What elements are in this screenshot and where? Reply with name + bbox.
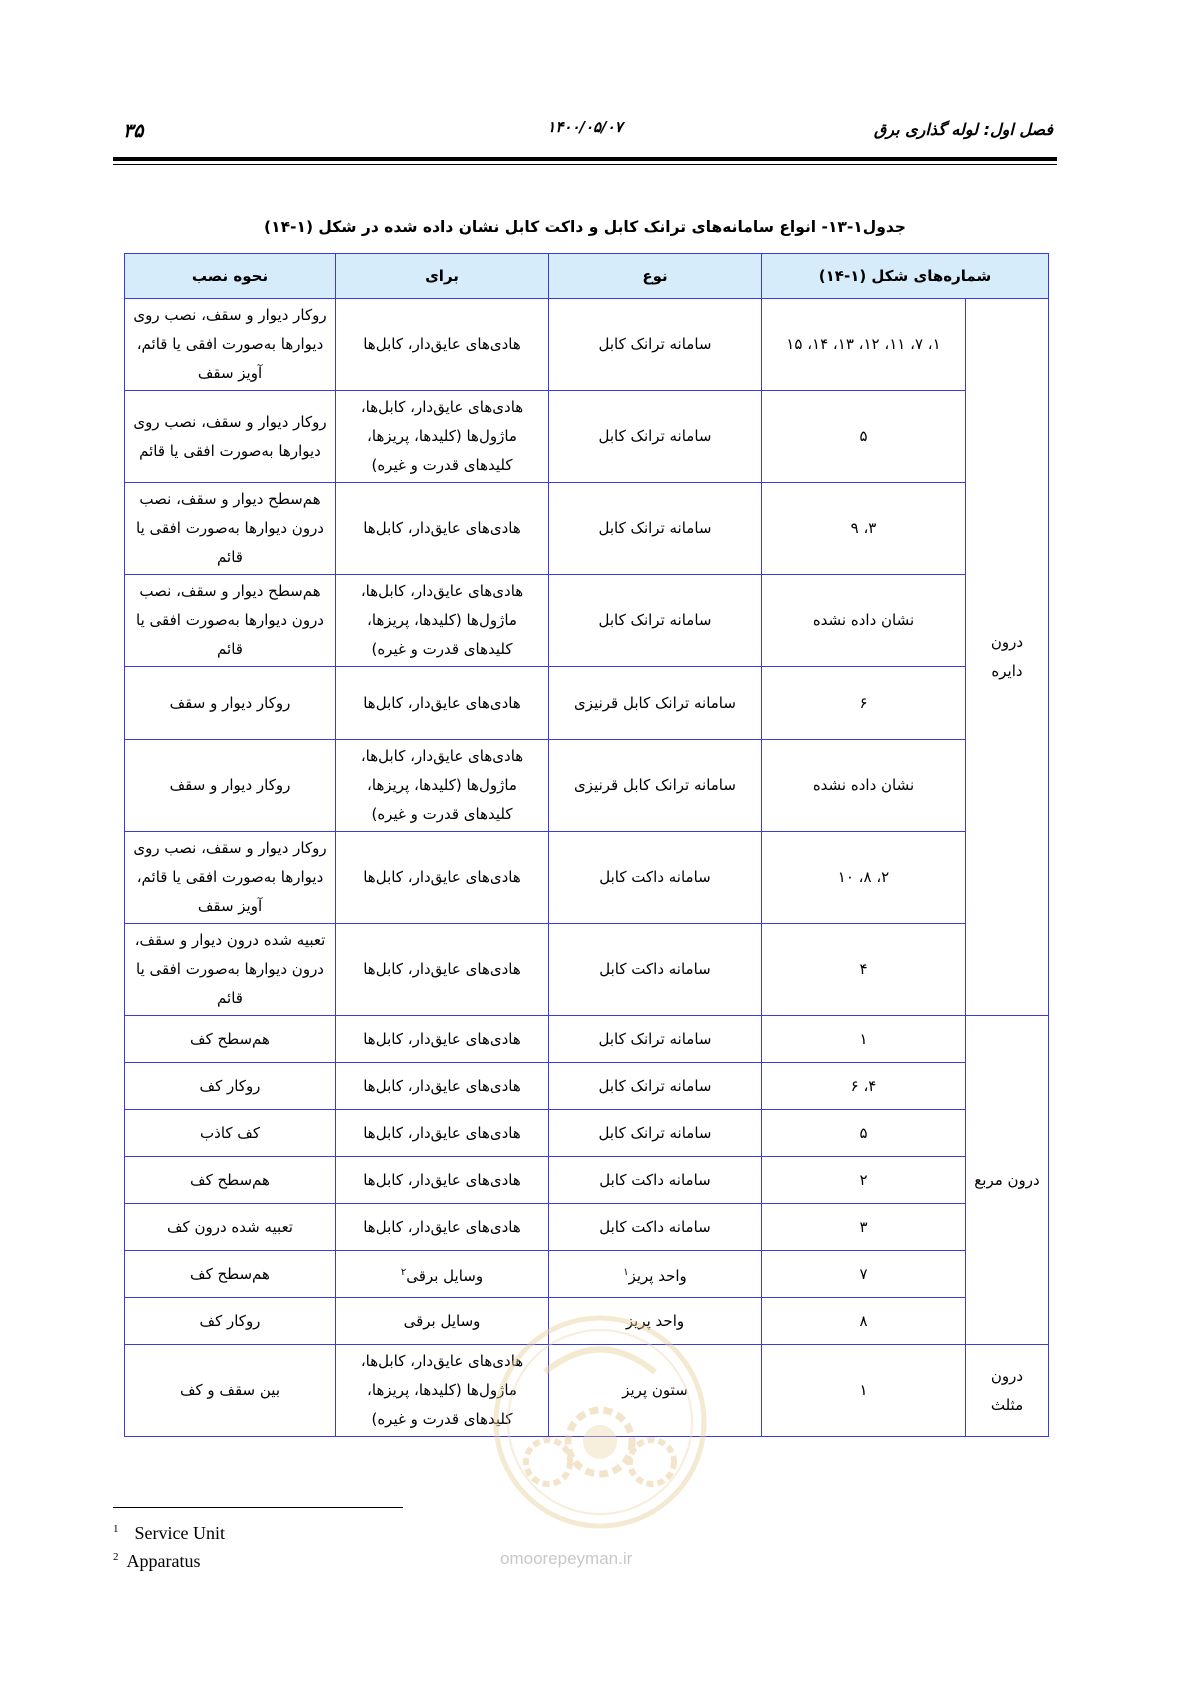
cell-type: سامانه داکت کابل: [549, 924, 762, 1016]
cell-type: سامانه ترانک کابل قرنیزی: [549, 667, 762, 740]
table-row: [125, 575, 1049, 667]
cell-type: سامانه ترانک کابل: [549, 1016, 762, 1063]
cell-figure-numbers: ۲: [762, 1157, 966, 1204]
table-row: [125, 924, 1049, 1016]
cell-for: هادی‌های عایق‌دار، کابل‌ها: [336, 1016, 549, 1063]
cell-figure-numbers: ۲، ۸، ۱۰: [762, 832, 966, 924]
watermark-url: omoorepeyman.ir: [500, 1549, 633, 1568]
cell-installation: کف کاذب: [125, 1110, 336, 1157]
cell-installation: روکار دیوار و سقف: [125, 740, 336, 832]
header-rule-thick: [113, 157, 1057, 161]
footnote-rule: [113, 1507, 403, 1508]
page-number: ۳۵: [123, 120, 144, 142]
cell-figure-numbers: ۱: [762, 1016, 966, 1063]
cell-for: هادی‌های عایق‌دار، کابل‌ها، ماژول‌ها (کلیدها، پریزها، کلیدهای قدرت و غیره): [336, 740, 549, 832]
cell-for: هادی‌های عایق‌دار، کابل‌ها: [336, 1063, 549, 1110]
footnote-ref: ۱: [623, 1266, 629, 1278]
cell-figure-numbers: نشان داده نشده: [762, 575, 966, 667]
cell-for: وسایل برقی: [336, 1298, 549, 1345]
cell-installation: روکار کف: [125, 1298, 336, 1345]
cell-figure-numbers: ۵: [762, 391, 966, 483]
cell-type: سامانه ترانک کابل: [549, 299, 762, 391]
table-row: [125, 667, 1049, 740]
cell-type: ستون پریز: [549, 1345, 762, 1437]
table-row: [125, 1157, 1049, 1204]
cell-figure-numbers: ۱، ۷، ۱۱، ۱۲، ۱۳، ۱۴، ۱۵: [762, 299, 966, 391]
table-row: [125, 483, 1049, 575]
footnote-2: $^2$ Apparatus: [113, 1551, 201, 1571]
cell-installation: تعبیه شده درون دیوار و سقف، درون دیوارها به‌صورت افقی یا قائم: [125, 924, 336, 1016]
cell-for: هادی‌های عایق‌دار، کابل‌ها: [336, 667, 549, 740]
cell-for: هادی‌های عایق‌دار، کابل‌ها: [336, 924, 549, 1016]
table-header-row: [125, 254, 1049, 299]
cell-installation: هم‌سطح کف: [125, 1157, 336, 1204]
cell-for: هادی‌های عایق‌دار، کابل‌ها: [336, 1110, 549, 1157]
cell-installation: روکار دیوار و سقف، نصب روی دیوارها به‌صورت افقی یا قائم: [125, 391, 336, 483]
group-label: درون دایره: [966, 299, 1049, 1016]
cell-figure-numbers: نشان داده نشده: [762, 740, 966, 832]
cell-for: هادی‌های عایق‌دار، کابل‌ها، ماژول‌ها (کلیدها، پریزها، کلیدهای قدرت و غیره): [336, 575, 549, 667]
chapter-title: فصل اول: لوله گذاری برق: [873, 120, 1053, 139]
cell-type: سامانه داکت کابل: [549, 1157, 762, 1204]
table-body: [125, 299, 1049, 1437]
table-row: [125, 1063, 1049, 1110]
footnote-ref: ۲: [400, 1266, 407, 1278]
cell-figure-numbers: ۵: [762, 1110, 966, 1157]
cell-installation: هم‌سطح کف: [125, 1251, 336, 1298]
header-installation: نحوه نصب: [125, 254, 336, 299]
cell-installation: روکار دیوار و سقف، نصب روی دیوارها به‌صورت افقی یا قائم، آویز سقف: [125, 299, 336, 391]
cell-type: سامانه داکت کابل: [549, 1204, 762, 1251]
table-row: [125, 1016, 1049, 1063]
cell-installation: تعبیه شده درون کف: [125, 1204, 336, 1251]
cell-type: سامانه ترانک کابل: [549, 391, 762, 483]
cell-for: هادی‌های عایق‌دار، کابل‌ها: [336, 1157, 549, 1204]
cell-for: هادی‌های عایق‌دار، کابل‌ها: [336, 299, 549, 391]
cell-figure-numbers: ۶: [762, 667, 966, 740]
footnotes: [113, 1517, 225, 1573]
table-row: [125, 391, 1049, 483]
cell-figure-numbers: ۳: [762, 1204, 966, 1251]
cell-type: سامانه ترانک کابل: [549, 483, 762, 575]
header-for: برای: [336, 254, 549, 299]
table-row: [125, 832, 1049, 924]
header-date: ۱۴۰۰/۰۵/۰۷: [547, 118, 623, 136]
cell-type: سامانه ترانک کابل: [549, 575, 762, 667]
cell-for: هادی‌های عایق‌دار، کابل‌ها، ماژول‌ها (کلیدها، پریزها، کلیدهای قدرت و غیره): [336, 1345, 549, 1437]
group-label: درون مثلث: [966, 1345, 1049, 1437]
cell-figure-numbers: ۱: [762, 1345, 966, 1437]
table-row: [125, 1251, 1049, 1298]
table-row: [125, 299, 1049, 391]
cell-type: واحد پریز$^۱$: [549, 1251, 762, 1298]
cell-type: سامانه ترانک کابل: [549, 1110, 762, 1157]
systems-table: [124, 253, 1049, 1437]
cell-installation: هم‌سطح کف: [125, 1016, 336, 1063]
cell-figure-numbers: ۷: [762, 1251, 966, 1298]
cell-installation: هم‌سطح دیوار و سقف، نصب درون دیوارها به‌صورت افقی یا قائم: [125, 483, 336, 575]
cell-figure-numbers: ۳، ۹: [762, 483, 966, 575]
cell-for: هادی‌های عایق‌دار، کابل‌ها، ماژول‌ها (کلیدها، پریزها، کلیدهای قدرت و غیره): [336, 391, 549, 483]
cell-for: وسایل برقی$^۲$: [336, 1251, 549, 1298]
cell-type: سامانه داکت کابل: [549, 832, 762, 924]
cell-installation: روکار دیوار و سقف: [125, 667, 336, 740]
cell-type: سامانه ترانک کابل قرنیزی: [549, 740, 762, 832]
cell-for: هادی‌های عایق‌دار، کابل‌ها: [336, 1204, 549, 1251]
cell-installation: روکار کف: [125, 1063, 336, 1110]
table-row: [125, 740, 1049, 832]
cell-for: هادی‌های عایق‌دار، کابل‌ها: [336, 832, 549, 924]
watermark-seal: [490, 1312, 710, 1532]
cell-installation: هم‌سطح دیوار و سقف، نصب درون دیوارها به‌صورت افقی یا قائم: [125, 575, 336, 667]
cell-for: هادی‌های عایق‌دار، کابل‌ها: [336, 483, 549, 575]
cell-figure-numbers: ۴، ۶: [762, 1063, 966, 1110]
table-row: [125, 1204, 1049, 1251]
cell-installation: روکار دیوار و سقف، نصب روی دیوارها به‌صورت افقی یا قائم، آویز سقف: [125, 832, 336, 924]
cell-figure-numbers: ۸: [762, 1298, 966, 1345]
header-figure-numbers: شماره‌های شکل (۱-۱۴): [762, 254, 1049, 299]
cell-figure-numbers: ۴: [762, 924, 966, 1016]
cell-type: واحد پریز: [549, 1298, 762, 1345]
cell-type: سامانه ترانک کابل: [549, 1063, 762, 1110]
header-rule-thin: [113, 164, 1057, 165]
table-row: [125, 1110, 1049, 1157]
table-caption: جدول۱-۱۳- انواع سامانه‌های ترانک کابل و داکت کابل نشان داده شده در شکل (۱-۱۴): [264, 218, 906, 236]
footnote-1: $^1$ Service Unit: [113, 1523, 225, 1543]
cell-installation: بین سقف و کف: [125, 1345, 336, 1437]
page-header: [113, 116, 1057, 146]
header-type: نوع: [549, 254, 762, 299]
group-label: درون مربع: [966, 1016, 1049, 1345]
